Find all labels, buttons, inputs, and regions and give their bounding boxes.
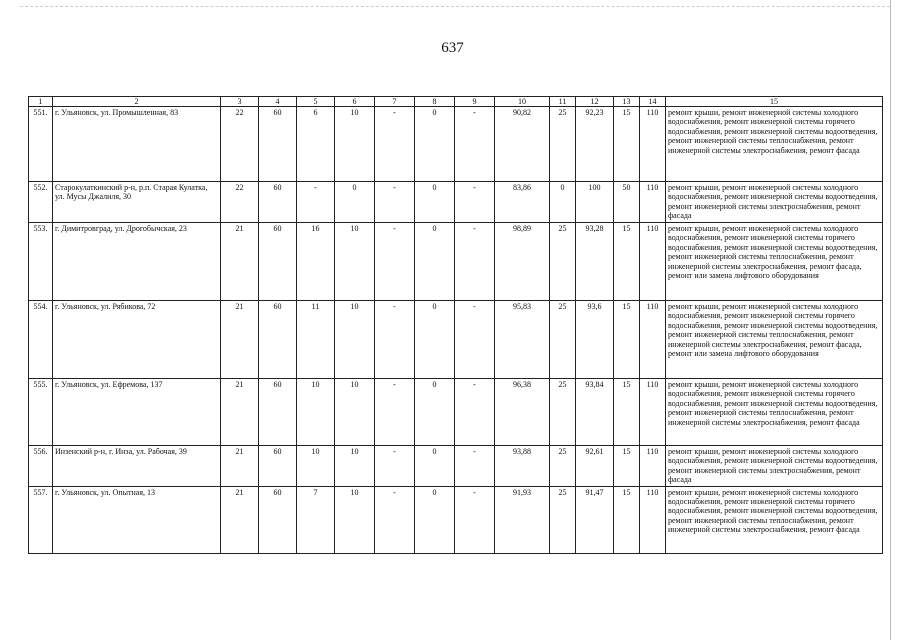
value-cell: 25: [550, 445, 576, 486]
value-cell: 60: [259, 222, 297, 300]
col-header: 2: [53, 97, 221, 107]
col-header: 9: [455, 97, 495, 107]
col-header: 11: [550, 97, 576, 107]
value-cell: 0: [335, 182, 375, 223]
value-cell: 7: [297, 486, 335, 553]
value-cell: 10: [297, 378, 335, 445]
value-cell: -: [375, 300, 415, 378]
value-cell: 0: [550, 182, 576, 223]
col-header: 13: [614, 97, 640, 107]
value-cell: -: [375, 445, 415, 486]
table-row: [29, 378, 883, 445]
value-cell: 22: [221, 182, 259, 223]
page-number: 637: [441, 40, 464, 56]
value-cell: 0: [415, 222, 455, 300]
value-cell: 15: [614, 486, 640, 553]
value-cell: 25: [550, 486, 576, 553]
col-header: 7: [375, 97, 415, 107]
col-header: 14: [640, 97, 666, 107]
value-cell: 91,93: [495, 486, 550, 553]
col-header: 10: [495, 97, 550, 107]
value-cell: 0: [415, 486, 455, 553]
value-cell: 92,23: [576, 107, 614, 182]
value-cell: 60: [259, 378, 297, 445]
works-cell: ремонт крыши, ремонт инженерной системы холодного водоснабжения, ремонт инженерной системы водоотведения, ремонт инженерной системы электроснабжения, ремонт фасада: [666, 182, 883, 223]
address-cell: г. Ульяновск, ул. Опытная, 13: [53, 486, 221, 553]
value-cell: 110: [640, 107, 666, 182]
row-number: 551.: [29, 107, 53, 182]
value-cell: 93,6: [576, 300, 614, 378]
works-cell: ремонт крыши, ремонт инженерной системы холодного водоснабжения, ремонт инженерной системы горячего водоснабжения, ремонт инженерной системы водоотведения, ремонт инженерной системы теплоснабжения, ремонт инженерной системы электроснабжения, ремонт фасада, ремонт или замена лифтового оборудования: [666, 300, 883, 378]
value-cell: 21: [221, 486, 259, 553]
value-cell: 91,47: [576, 486, 614, 553]
value-cell: 21: [221, 300, 259, 378]
address-cell: г. Димитровград, ул. Дрогобычская, 23: [53, 222, 221, 300]
value-cell: 110: [640, 300, 666, 378]
value-cell: -: [375, 222, 415, 300]
row-number: 555.: [29, 378, 53, 445]
value-cell: 0: [415, 378, 455, 445]
address-cell: г. Ульяновск, ул. Промышленная, 83: [53, 107, 221, 182]
value-cell: 98,89: [495, 222, 550, 300]
value-cell: -: [297, 182, 335, 223]
value-cell: -: [455, 486, 495, 553]
value-cell: -: [455, 378, 495, 445]
col-header: 8: [415, 97, 455, 107]
value-cell: 110: [640, 486, 666, 553]
value-cell: -: [375, 107, 415, 182]
value-cell: 10: [335, 445, 375, 486]
value-cell: 110: [640, 182, 666, 223]
row-number: 552.: [29, 182, 53, 223]
value-cell: 15: [614, 378, 640, 445]
value-cell: -: [455, 107, 495, 182]
value-cell: 50: [614, 182, 640, 223]
value-cell: -: [375, 378, 415, 445]
value-cell: 110: [640, 222, 666, 300]
value-cell: 0: [415, 107, 455, 182]
col-header: 5: [297, 97, 335, 107]
value-cell: 15: [614, 107, 640, 182]
table-row: [29, 222, 883, 300]
value-cell: 6: [297, 107, 335, 182]
value-cell: 110: [640, 445, 666, 486]
value-cell: 15: [614, 445, 640, 486]
address-cell: Старокулаткинский р-н, р.п. Старая Кулатка, ул. Мусы Джалиля, 30: [53, 182, 221, 223]
value-cell: 0: [415, 182, 455, 223]
table-row: [29, 300, 883, 378]
value-cell: 10: [335, 107, 375, 182]
value-cell: 10: [335, 486, 375, 553]
value-cell: -: [455, 300, 495, 378]
value-cell: 60: [259, 300, 297, 378]
value-cell: 21: [221, 445, 259, 486]
value-cell: 25: [550, 378, 576, 445]
value-cell: 93,88: [495, 445, 550, 486]
value-cell: -: [455, 182, 495, 223]
value-cell: 0: [415, 300, 455, 378]
address-cell: г. Ульяновск, ул. Ефремова, 137: [53, 378, 221, 445]
address-cell: Инзенский р-н, г. Инза, ул. Рабочая, 39: [53, 445, 221, 486]
registry-table: [28, 96, 883, 554]
value-cell: -: [455, 222, 495, 300]
col-header: 4: [259, 97, 297, 107]
col-header: 1: [29, 97, 53, 107]
col-header: 12: [576, 97, 614, 107]
value-cell: 10: [335, 378, 375, 445]
value-cell: 10: [335, 300, 375, 378]
works-cell: ремонт крыши, ремонт инженерной системы холодного водоснабжения, ремонт инженерной системы горячего водоснабжения, ремонт инженерной системы водоотведения, ремонт инженерной системы теплоснабжения, ремонт инженерной системы электроснабжения, ремонт фасада, ремонт или замена лифтового оборудования: [666, 222, 883, 300]
table-row: [29, 107, 883, 182]
col-header: 15: [666, 97, 883, 107]
value-cell: -: [375, 486, 415, 553]
works-cell: ремонт крыши, ремонт инженерной системы холодного водоснабжения, ремонт инженерной системы горячего водоснабжения, ремонт инженерной системы водоотведения, ремонт инженерной системы теплоснабжения, ремонт инженерной системы электроснабжения, ремонт фасада: [666, 107, 883, 182]
value-cell: 92,61: [576, 445, 614, 486]
col-header: 3: [221, 97, 259, 107]
value-cell: 93,28: [576, 222, 614, 300]
value-cell: 96,38: [495, 378, 550, 445]
address-cell: г. Ульяновск, ул. Рябикова, 72: [53, 300, 221, 378]
row-number: 553.: [29, 222, 53, 300]
value-cell: 15: [614, 222, 640, 300]
value-cell: 93,84: [576, 378, 614, 445]
value-cell: 110: [640, 378, 666, 445]
value-cell: 60: [259, 182, 297, 223]
table-row: [29, 182, 883, 223]
value-cell: 60: [259, 445, 297, 486]
value-cell: 21: [221, 378, 259, 445]
value-cell: 11: [297, 300, 335, 378]
header-row: [29, 97, 883, 107]
value-cell: 25: [550, 300, 576, 378]
value-cell: 25: [550, 222, 576, 300]
row-number: 557.: [29, 486, 53, 553]
value-cell: -: [375, 182, 415, 223]
value-cell: 15: [614, 300, 640, 378]
value-cell: 10: [335, 222, 375, 300]
value-cell: 0: [415, 445, 455, 486]
scan-border-right: [890, 0, 891, 640]
table-row: [29, 486, 883, 553]
value-cell: -: [455, 445, 495, 486]
value-cell: 95,83: [495, 300, 550, 378]
value-cell: 100: [576, 182, 614, 223]
value-cell: 60: [259, 107, 297, 182]
col-header: 6: [335, 97, 375, 107]
row-number: 556.: [29, 445, 53, 486]
value-cell: 10: [297, 445, 335, 486]
works-cell: ремонт крыши, ремонт инженерной системы холодного водоснабжения, ремонт инженерной системы горячего водоснабжения, ремонт инженерной системы водоотведения, ремонт инженерной системы теплоснабжения, ремонт инженерной системы электроснабжения, ремонт фасада: [666, 378, 883, 445]
value-cell: 83,86: [495, 182, 550, 223]
value-cell: 16: [297, 222, 335, 300]
works-cell: ремонт крыши, ремонт инженерной системы холодного водоснабжения, ремонт инженерной системы водоотведения, ремонт инженерной системы электроснабжения, ремонт фасада: [666, 445, 883, 486]
table-row: [29, 445, 883, 486]
value-cell: 22: [221, 107, 259, 182]
works-cell: ремонт крыши, ремонт инженерной системы холодного водоснабжения, ремонт инженерной системы горячего водоснабжения, ремонт инженерной системы водоотведения, ремонт инженерной системы теплоснабжения, ремонт инженерной системы электроснабжения, ремонт фасада: [666, 486, 883, 553]
value-cell: 60: [259, 486, 297, 553]
value-cell: 21: [221, 222, 259, 300]
value-cell: 90,82: [495, 107, 550, 182]
row-number: 554.: [29, 300, 53, 378]
value-cell: 25: [550, 107, 576, 182]
scan-border-top: [20, 6, 890, 7]
